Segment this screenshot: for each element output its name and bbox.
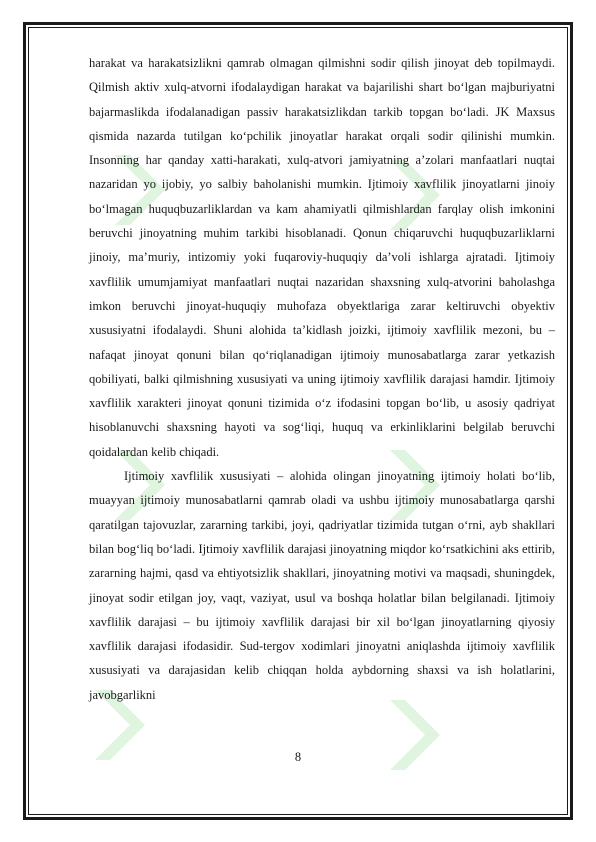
paragraph: harakat va harakatsizlikni qamrab olmagan qilmishni sodir qilish jinoyat deb topilmaydi. Qilmish aktiv xulq-atvorni ifodalaydigan harakat va bajarilishi shart bo‘lgan majburiyatni bajarmaslikda ifodalanadigan passiv harakatsizlikdan tarkib topgan bo‘ladi. JK Maxsus qismida nazarda tutilgan ko‘pchilik jinoyatlar harakat orqali sodir qilinishi mumkin. Insonning har qanday xatti-harakati, xulq-atvori jamiyatning a’zolari manfaatlari nuqtai nazaridan yo ijobiy, yo salbiy baholanishi mumkin. Ijtimoiy xavflilik jinoyatlarni jinoiy bo‘lmagan huquqbuzarliklardan va kam ahamiyatli qilmishlardan farqlay olish imkonini beruvchi jinoyatning muhim tarkibi hisoblanadi. Qonun chiqaruvchi huquqbuzarliklarni jinoiy, ma’muriy, intizomiy yoki fuqaroviy-huquqiy da’voli ishlarga ajratadi. Ijtimoiy xavflilik umumjamiyat manfaatlari nuqtai nazaridan shaxsning xulq-atvorini baholashga imkon beruvchi jinoyat-huquqiy muhofaza obyektlariga zarar keltiruvchi obyektiv xususiyatni ifodalaydi. Shuni alohida ta’kidlash joizki, ijtimoiy xavflilik mezoni, bu – nafaqat jinoyat qonuni bilan qo‘riqlanadigan ijtimoiy munosabatlarga zarar yetkazish qobiliyati, balki qilmishning xususiyati va uning ijtimoiy xavflilik darajasi hamdir. Ijtimoiy xavflilik xarakteri jinoyat qonuni tizimida o‘z ifodasini topgan bo‘lib, u asosiy qadriyat hisoblanuvchi shaxsning hayoti va sog‘liqi, huquq va erkinliklarini belgilab beruvchi qoidalardan kelib chiqadi.	[89, 56, 555, 459]
document-body	[89, 51, 555, 707]
page-number: 8	[294, 750, 302, 764]
paragraph: Ijtimoiy xavflilik xususiyati – alohida olingan jinoyatning ijtimoiy holati bo‘lib, muayyan ijtimoiy munosabatlarni qamrab oladi va ushbu ijtimoiy munosabatlarga qarshi qaratilgan tajovuzlar, zararning tarkibi, joyi, qadriyatlar tizimida tutgan o‘rni, ayb shakllari bilan bog‘liq bo‘ladi. Ijtimoiy xavflilik darajasi jinoyatning miqdor ko‘rsatkichini aks ettirib, zararning hajmi, qasd va ehtiyotsizlik shakllari, jinoyatning motivi va maqsadi, shuningdek, jinoyat sodir etilgan joy, vaqt, vaziyat, usul va boshqa holatlar bilan belgilanadi. Ijtimoiy xavflilik darajasi – bu ijtimoiy xavflilik darajasi bir xil bo‘lgan jinoyatlarning qiyosiy xavflilik darajasi ifodasidir. Sud-tergov xodimlari jinoyatni aniqlashda ijtimoiy xavflilik xususiyati va darajasidan kelib chiqqan holda aybdorning shaxsi va ish holatlarini, javobgarlikni	[89, 469, 555, 702]
